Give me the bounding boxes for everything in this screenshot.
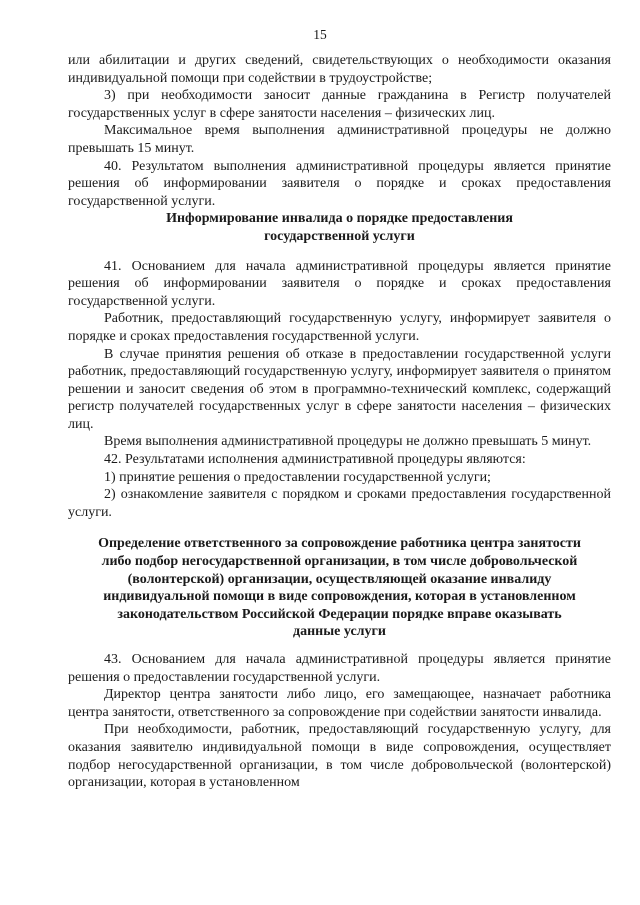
- heading-line: государственной услуги: [264, 228, 415, 244]
- document-body: [68, 52, 611, 792]
- paragraph: 3) при необходимости заносит данные гражданина в Регистр получателей государственных услуг в сфере занятости населения – физических лиц.: [68, 88, 611, 121]
- section-spacer: [68, 246, 611, 258]
- paragraph: Время выполнения административной процедуры не должно превышать 5 минут.: [104, 434, 592, 450]
- heading-line: Информирование инвалида о порядке предоставления: [166, 211, 513, 227]
- paragraph: Работник, предоставляющий государственную услугу, информирует заявителя о порядке и сроках предоставления государственной услуги.: [68, 311, 611, 344]
- paragraph: Директор центра занятости либо лицо, его замещающее, назначает работника центра занятости, ответственного за сопровождение при содействии занятости инвалида.: [68, 687, 611, 720]
- heading-line: данные услуги: [293, 624, 386, 640]
- heading-line: либо подбор негосударственной организации, в том числе добровольческой: [101, 554, 578, 570]
- paragraph: 1) принятие решения о предоставлении государственной услуги;: [104, 469, 491, 485]
- heading-line: законодательством Российской Федерации порядке вправе оказывать: [117, 606, 562, 622]
- paragraph: 42. Результатами исполнения административной процедуры являются:: [104, 452, 526, 468]
- paragraph: 40. Результатом выполнения административной процедуры является принятие решения об информировании заявителя о порядке и сроках предоставления государственной услуги.: [68, 158, 611, 209]
- heading-line: (волонтерской) организации, осуществляющей оказание инвалиду: [127, 571, 552, 587]
- paragraph: 41. Основанием для начала административной процедуры является принятие решения об информировании заявителя о порядке и сроках предоставления государственной услуги.: [68, 258, 611, 309]
- section-spacer: [68, 521, 611, 535]
- page-number: 15: [313, 27, 327, 42]
- paragraph: В случае принятия решения об отказе в предоставлении государственной услуги работник, предоставляющий государственную услугу, информирует заявителя о принятом решении и заносит сведения об этом в программно-технический комплекс, содержащий регистр получателей государственных услуг в сфере занятости населения – физических лиц.: [68, 346, 611, 432]
- section-spacer: [68, 641, 611, 651]
- heading-line: индивидуальной помощи в виде сопровождения, которая в установленном: [103, 589, 576, 605]
- paragraph: или абилитации и других сведений, свидетельствующих о необходимости оказания индивидуальной помощи при содействии в трудоустройстве;: [68, 53, 611, 86]
- paragraph: Максимальное время выполнения административной процедуры не должно превышать 15 минут.: [68, 123, 611, 156]
- paragraph: 2) ознакомление заявителя с порядком и сроками предоставления государственной услуги.: [68, 487, 611, 520]
- paragraph: При необходимости, работник, предоставляющий государственную услугу, для оказания заявителю индивидуальной помощи в виде сопровождения, осуществляет подбор негосударственной организации, в том числе добровольческой (волонтерской) организации, которая в установленном: [68, 722, 611, 791]
- section-heading: [68, 535, 611, 641]
- heading-line: Определение ответственного за сопровождение работника центра занятости: [98, 536, 581, 552]
- paragraph: 43. Основанием для начала административной процедуры является принятие решения о предоставлении государственной услуги.: [68, 652, 611, 685]
- section-heading: [68, 210, 611, 245]
